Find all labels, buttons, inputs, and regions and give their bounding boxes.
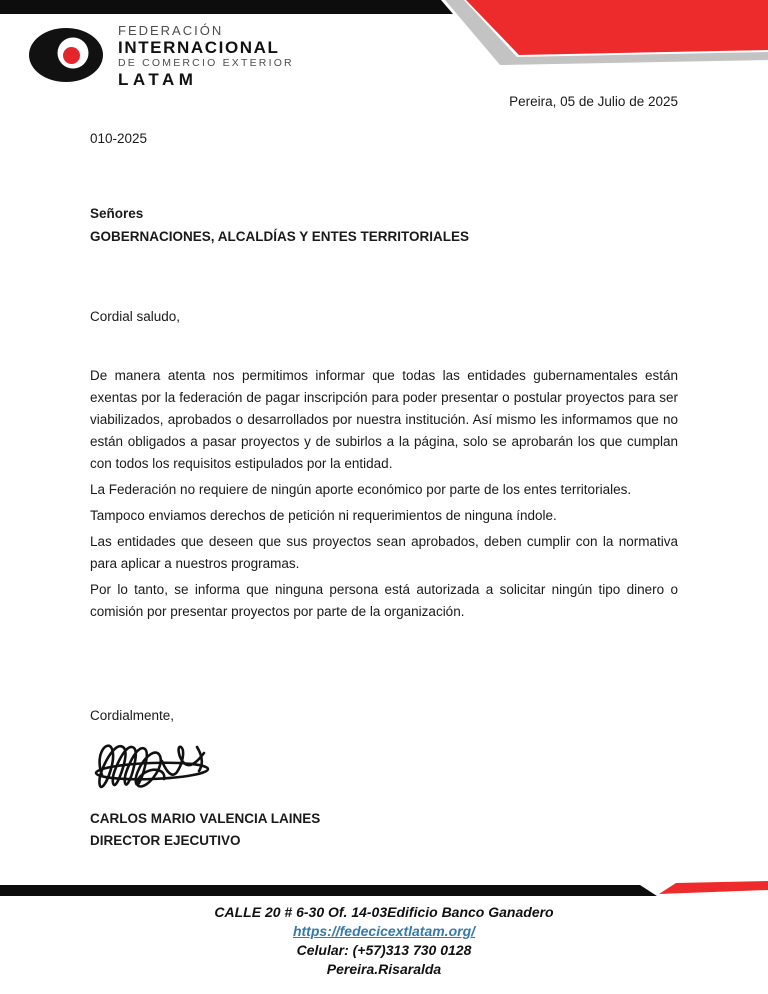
footer-website-link[interactable]: https://fedecicextlatam.org/ xyxy=(292,923,476,939)
body-paragraph: Las entidades que deseen que sus proyectos sean aprobados, deben cumplir con la normativa para aplicar a nuestros programas. xyxy=(90,534,678,571)
date-line: Pereira, 05 de Julio de 2025 xyxy=(509,94,678,109)
logo-line-latam: LATAM xyxy=(118,69,198,89)
farewell-text: Cordialmente, xyxy=(90,708,175,723)
greeting-text: Cordial saludo, xyxy=(90,309,181,324)
footer-address: CALLE 20 # 6-30 Of. 14-03Edificio Banco Ganadero xyxy=(214,904,554,920)
body-paragraph: Por lo tanto, se informa que ninguna persona está autorizada a solicitar ningún tipo dinero o comisión por presentar proyectos por parte de la organización. xyxy=(90,582,678,619)
body-paragraph: Tampoco enviamos derechos de petición ni requerimientos de ninguna índole. xyxy=(90,508,557,523)
recipient-name: GOBERNACIONES, ALCALDÍAS Y ENTES TERRITORIALES xyxy=(90,229,470,244)
signature-scribble xyxy=(86,733,231,793)
recipient-salutation: Señores xyxy=(90,206,144,221)
reference-number: 010-2025 xyxy=(90,131,148,146)
footer-city: Pereira.Risaralda xyxy=(326,961,442,977)
logo-line-internacional: INTERNACIONAL xyxy=(118,38,280,57)
footer-phone: Celular: (+57)313 730 0128 xyxy=(296,942,472,958)
body-paragraph: De manera atenta nos permitimos informar que todas las entidades gubernamentales están exentas por la federación de pagar inscripción para poder presentar o postular proyectos para ser viabilizados, aprobados o desarrollados por nuestra institución. Así mismo les informamos que no están obligados a pasar proyectos y de subirlos a la página, solo se aprobarán los que cumplan con todos los requisitos estipulados por la entidad. xyxy=(90,368,678,471)
logo-line-comercio: DE COMERCIO EXTERIOR xyxy=(118,57,294,69)
logo-line-federacion: FEDERACIÓN xyxy=(118,23,224,38)
letter-body xyxy=(90,365,678,623)
signer-name: CARLOS MARIO VALENCIA LAINES xyxy=(90,811,321,826)
signer-title: DIRECTOR EJECUTIVO xyxy=(90,833,241,848)
footer-contact-block xyxy=(0,903,768,979)
footer-stripe-decoration xyxy=(0,878,768,900)
body-paragraph: La Federación no requiere de ningún aporte económico por parte de los entes territoriales. xyxy=(90,482,632,497)
recipient-block xyxy=(90,202,678,248)
